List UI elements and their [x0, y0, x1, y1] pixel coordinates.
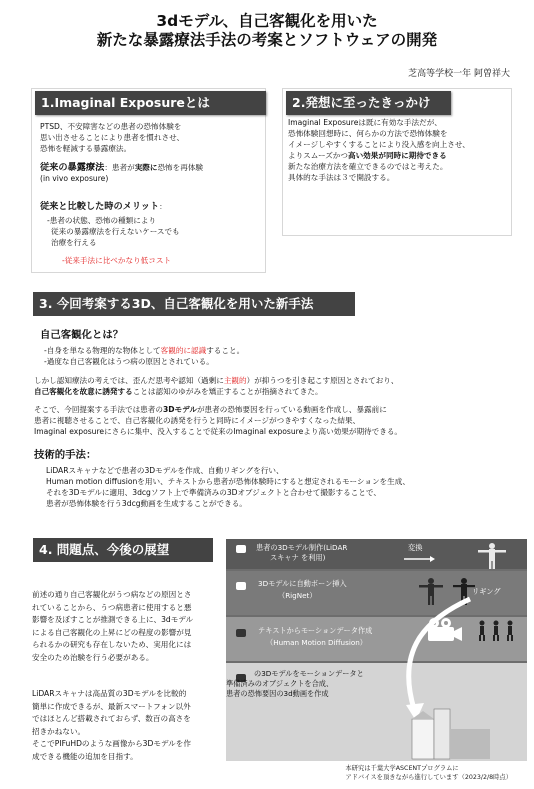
- section1-intro-line3: 恐怖を軽減する暴露療法。: [40, 144, 132, 153]
- def1c: すること。: [206, 346, 245, 355]
- traditional-text-b: 恐怖を再体験: [157, 163, 204, 172]
- section2-line6: 具体的な手法は３で開設する。: [288, 173, 395, 182]
- merit-list: [47, 215, 180, 248]
- step1-line1: 患者の3Dモデル制作(LiDAR: [256, 543, 348, 552]
- section2-body: [288, 117, 470, 183]
- tech2: Human motion diffusionを用い、テキストから患者が恐怖体験時にすると想定されるモーションを生成、: [46, 477, 410, 486]
- section3-sub1: 自己客観化とは？: [40, 329, 124, 341]
- s4-b5: られるかの研究も存在しないため、実用化には: [32, 640, 192, 649]
- section2-line4a: よりスムーズかつ: [288, 151, 348, 160]
- step4-line3: 患者の恐怖要因の3d動画を作成: [226, 689, 329, 698]
- s4-c3: ではほとんど搭載されておらず、数百の高さを: [32, 714, 191, 723]
- tech4: 患者が恐怖体験を行う3dcg動画を生成することができる。: [46, 499, 247, 508]
- p3b: 3Dモデル: [162, 405, 197, 414]
- s4-b1: 前述の通り自己客観化がうつ病などの原因とさ: [32, 590, 192, 599]
- s4-b3: 影響を及ぼすことが推測できる上に、3dモデル: [32, 615, 194, 624]
- transform-label: 変換: [408, 543, 423, 552]
- result-scene-icon: [412, 709, 490, 759]
- step2-line2: （RigNet）: [278, 591, 317, 600]
- s4-b4: による自己客観化の上昇にどの程度の影響が見: [32, 627, 192, 637]
- flow-curved-arrow-icon: [409, 599, 470, 709]
- section4-heading: 4. 問題点、今後の展望: [33, 538, 213, 562]
- step4-line2: 準備済みのオブジェクトを合成、: [226, 679, 334, 688]
- step4-line1: の3Dモデルをモーションデータと: [254, 669, 364, 678]
- section2-line3: イメージしやすくすることにより没入感を向上させ、: [288, 140, 470, 149]
- traditional-bold: 実際に: [134, 163, 158, 172]
- p1a: しかし認知療法の考えでは、歪んだ思考や認知（過剰に: [34, 376, 224, 385]
- p5: Imaginal exposureにさらに集中、没入することで従来のImaginal exposureより高い効果が期待できる。: [34, 427, 403, 436]
- s4-c5: そこでPIFuHDのような画像から3Dモデルを作: [32, 739, 191, 748]
- merit-red: -従来手法に比べかなり低コスト: [62, 256, 172, 265]
- p4: 患者に視聴させることで、自己客観化の誘発を行うと同時にイメージがつきやすくなった結果、: [34, 416, 361, 425]
- merit-heading: 従来と比較した時のメリット: [40, 201, 160, 212]
- s4-c2: 簡単に作成できるが、最新スマートフォン以外: [32, 701, 191, 711]
- section3-heading: 3. 今回考案する3D、自己客観化を用いた新手法: [33, 292, 355, 316]
- traditional-text-a: ：患者が: [104, 163, 135, 172]
- section3-sub2: 技術的手法：: [34, 449, 97, 461]
- section2-line4b: 高い効果が同時に期待できる: [348, 151, 447, 160]
- step2-line1: 3Dモデルに自動ボーン挿入: [258, 579, 347, 588]
- footer-line2: アドバイスを頂きながら進行しています（2023/2/8時点）: [345, 773, 512, 781]
- section2-line5: 新たな治療方法を確立できるのではと考えた。: [288, 162, 448, 171]
- poster-title-line1: 3dモデル、自己客観化を用いた: [156, 12, 378, 30]
- p1c: ）が抑うつを引き起こす原因とされており、: [246, 376, 399, 385]
- section3-para2: [34, 404, 402, 437]
- mesh-figure-icon: [419, 578, 443, 605]
- merit-heading-row: [40, 194, 167, 213]
- merit-item2: 従来の暴露療法を行えないケースでも: [51, 227, 180, 236]
- def1b: 客観的に認識: [160, 346, 207, 355]
- section1-intro-line2: 思い出させることにより患者を慣れさせ、: [40, 133, 185, 142]
- step3-line1: テキストからモーションデータ作成: [258, 626, 373, 635]
- s4-b2: れていることから、うつ病患者に使用すると悪: [32, 602, 192, 612]
- merit-colon: ：: [159, 202, 167, 211]
- p1b: 主観的: [223, 376, 247, 385]
- author: 芝高等学校一年 阿曽祥大: [408, 69, 510, 79]
- step3-line2: （Human Motion Diffusion）: [266, 638, 367, 647]
- def2: -過度な自己客観化はうつ病の原因とされている。: [44, 357, 214, 366]
- section1-intro-line1: PTSD、不安障害などの患者の恐怖体験を: [40, 122, 182, 131]
- step1-line2: スキャナ を利用): [270, 553, 326, 562]
- p3a: そこで、今回提案する手法では患者の: [34, 405, 163, 414]
- traditional-line2: (in vivo exposure): [40, 174, 109, 183]
- rigging-label: リギング: [472, 587, 501, 596]
- transform-arrowhead-icon: [430, 556, 435, 562]
- merit-item3: 治療を行える: [51, 238, 97, 247]
- p3c: が患者の恐怖要因を行っている動画を作成し、暴露前に: [196, 405, 387, 414]
- human-figure-icon: [478, 543, 506, 569]
- p2a: 自己客観化を故意に誘発する: [34, 387, 133, 396]
- s4-b6: 安全のため治験を行う必要がある。: [32, 652, 154, 662]
- section1-heading: 1.Imaginal Exposureとは: [35, 91, 266, 115]
- section1-intro: [40, 121, 184, 154]
- section2-heading: 2.発想に至ったきっかけ: [286, 91, 451, 115]
- section4-para2: [32, 688, 191, 763]
- section3-para1: [34, 375, 399, 397]
- definition: [44, 345, 244, 367]
- p2b: ことは認知のゆがみを矯正することが指摘されてきた。: [132, 387, 323, 396]
- def1a: -自身を単なる物理的な物体として: [44, 346, 161, 355]
- poster-title-line2: 新たな暴露療法手法の考案とソフトウェアの開発: [96, 31, 438, 49]
- footer-note: [345, 765, 512, 782]
- traditional-label: 従来の暴露療法: [40, 162, 105, 173]
- tech1: LiDARスキャナなどで患者の3Dモデルを作成、自動リギングを行い、: [46, 466, 284, 475]
- footer-line1: 本研究は千葉大学ASCENTプログラムに: [345, 765, 459, 772]
- section4-para1: [32, 589, 193, 664]
- workflow-diagram: [226, 539, 527, 761]
- s4-c4: 招きかねない。: [32, 726, 86, 736]
- s4-c6: 成できる機能の追加を目指す。: [32, 751, 138, 761]
- s4-c1: LiDARスキャナは高品質の3Dモデルを比較的: [32, 689, 187, 698]
- technical-method: [46, 465, 410, 509]
- workflow-graphics: [226, 539, 527, 761]
- section2-line1: Imaginal Exposureは既に有効な手法だが、: [288, 118, 442, 127]
- tech3: それを3Dモデルに適用、3dcgソフト上で準備済みの3Dオブジェクトと合わせて撮影することで、: [46, 488, 381, 497]
- section2-line2: 恐怖体験回想時に、何らかの方法で恐怖体験を: [288, 129, 448, 138]
- traditional-exposure: [40, 162, 203, 184]
- merit-item1: -患者の状態、恐怖の種類により: [47, 216, 157, 225]
- motion-figures-icon: [479, 621, 513, 642]
